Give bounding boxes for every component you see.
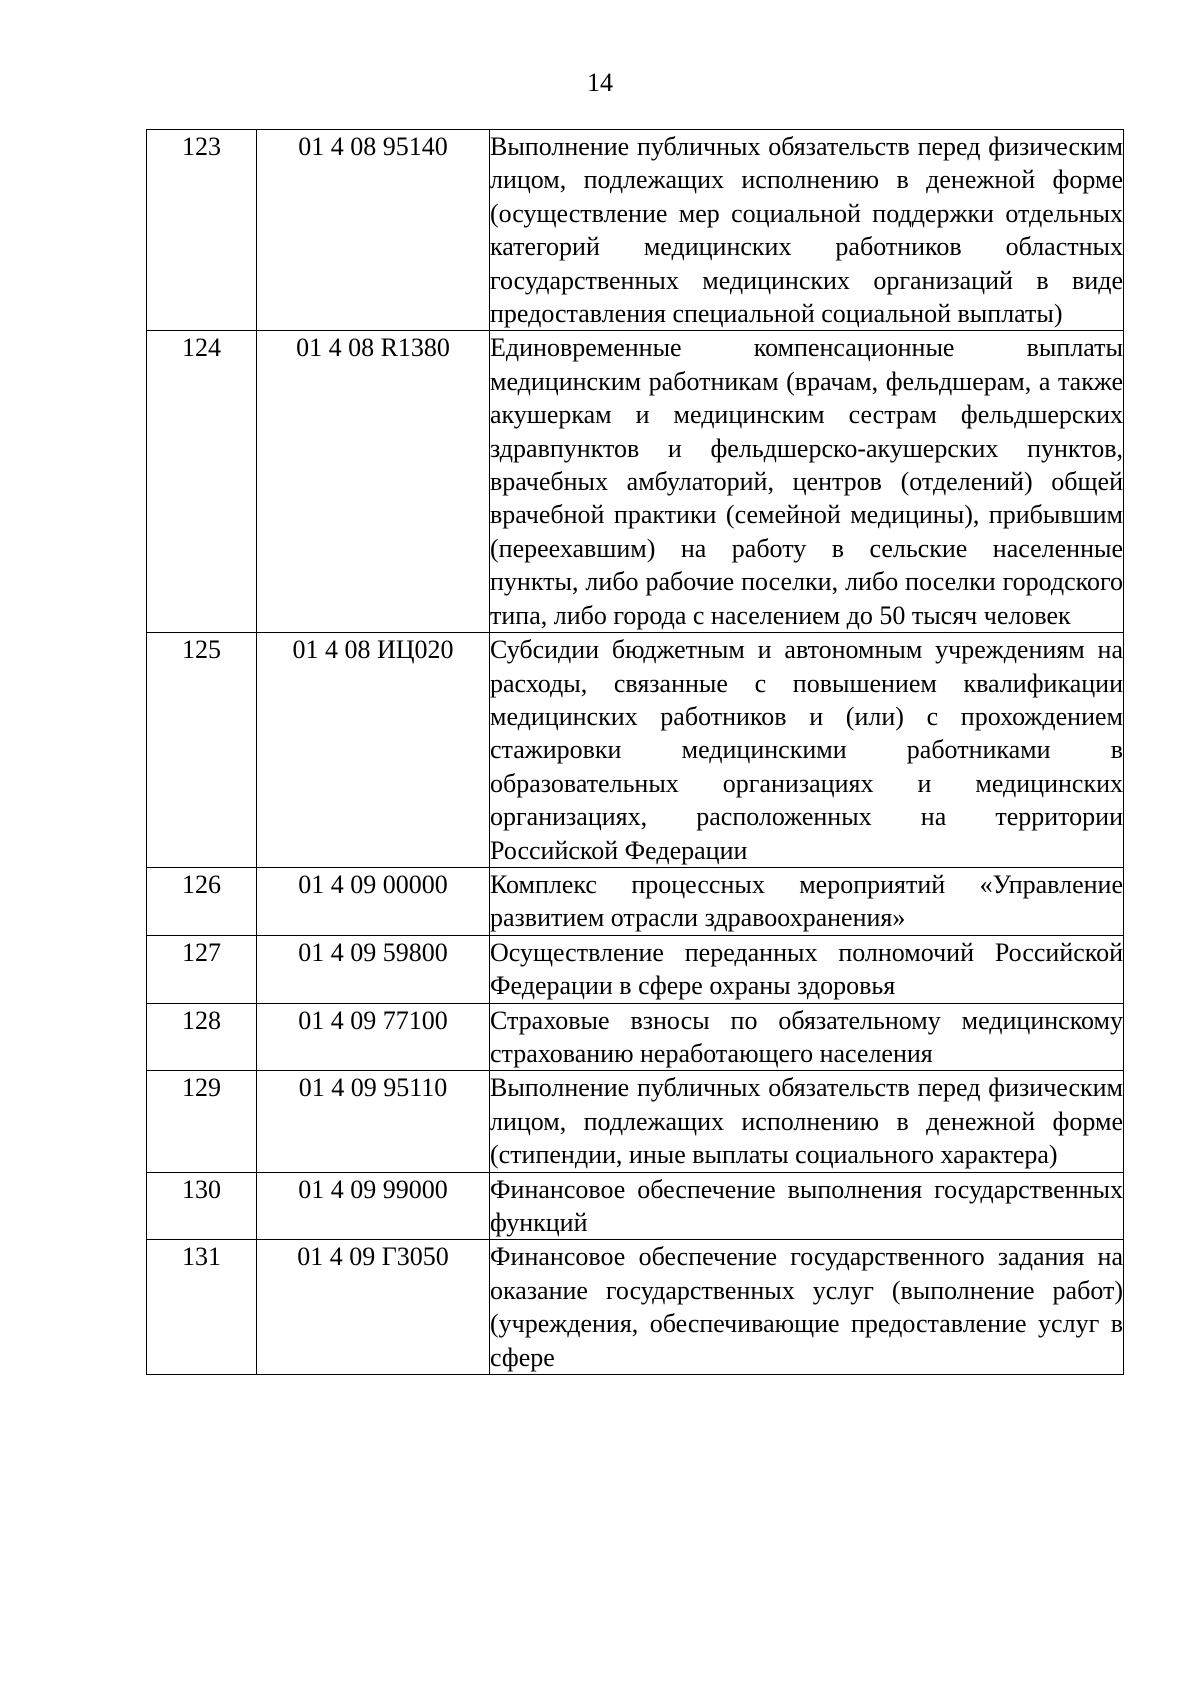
row-description: Страховые взносы по обязательному медицинскому страхованию неработающего населения: [490, 1003, 1124, 1071]
budget-classification-table: [146, 129, 1124, 1375]
row-code: 01 4 09 99000: [257, 1172, 490, 1240]
row-number: 129: [147, 1071, 257, 1172]
row-number: 127: [147, 935, 257, 1003]
row-code: 01 4 08 95140: [257, 130, 490, 331]
row-description: Финансовое обеспечение государственного задания на оказание государственных услуг (выполнение работ) (учреждения, обеспечивающие предоставление услуг в сфере: [490, 1240, 1124, 1375]
row-description: Финансовое обеспечение выполнения государственных функций: [490, 1172, 1124, 1240]
row-code: 01 4 09 00000: [257, 867, 490, 935]
table-row: [147, 935, 1124, 1003]
row-number: 130: [147, 1172, 257, 1240]
table-row: [147, 1172, 1124, 1240]
row-code: 01 4 09 77100: [257, 1003, 490, 1071]
row-number: 125: [147, 633, 257, 868]
row-code: 01 4 09 59800: [257, 935, 490, 1003]
row-description: Осуществление переданных полномочий Российской Федерации в сфере охраны здоровья: [490, 935, 1124, 1003]
row-number: 126: [147, 867, 257, 935]
row-number: 128: [147, 1003, 257, 1071]
row-description: Субсидии бюджетным и автономным учреждениям на расходы, связанные с повышением квалификации медицинских работников и (или) с прохождением стажировки медицинскими работниками в образовательных организациях и медицинских организациях, расположенных на территории Российской Федерации: [490, 633, 1124, 868]
row-code: 01 4 09 Г3050: [257, 1240, 490, 1375]
row-number: 123: [147, 130, 257, 331]
row-code: 01 4 08 R1380: [257, 331, 490, 633]
table-row: [147, 1003, 1124, 1071]
table-row: [147, 633, 1124, 868]
table-row: [147, 331, 1124, 633]
table-row: [147, 867, 1124, 935]
row-description: Выполнение публичных обязательств перед физическим лицом, подлежащих исполнению в денежной форме (осуществление мер социальной поддержки отдельных категорий медицинских работников областных государственных медицинских организаций в виде предоставления специальной социальной выплаты): [490, 130, 1124, 331]
row-description: Единовременные компенсационные выплаты медицинским работникам (врачам, фельдшерам, а также акушеркам и медицинским сестрам фельдшерских здравпунктов и фельдшерско-акушерских пунктов, врачебных амбулаторий, центров (отделений) общей врачебной практики (семейной медицины), прибывшим (переехавшим) на работу в сельские населенные пункты, либо рабочие поселки, либо поселки городского типа, либо города с населением до 50 тысяч человек: [490, 331, 1124, 633]
row-number: 124: [147, 331, 257, 633]
row-description: Комплекс процессных мероприятий «Управление развитием отрасли здравоохранения»: [490, 867, 1124, 935]
row-code: 01 4 09 95110: [257, 1071, 490, 1172]
table-row: [147, 1071, 1124, 1172]
page-number: 14: [587, 68, 613, 97]
row-code: 01 4 08 ИЦ020: [257, 633, 490, 868]
table-row: [147, 130, 1124, 331]
row-number: 131: [147, 1240, 257, 1375]
row-description: Выполнение публичных обязательств перед физическим лицом, подлежащих исполнению в денежной форме (стипендии, иные выплаты социального характера): [490, 1071, 1124, 1172]
table-row: [147, 1240, 1124, 1375]
